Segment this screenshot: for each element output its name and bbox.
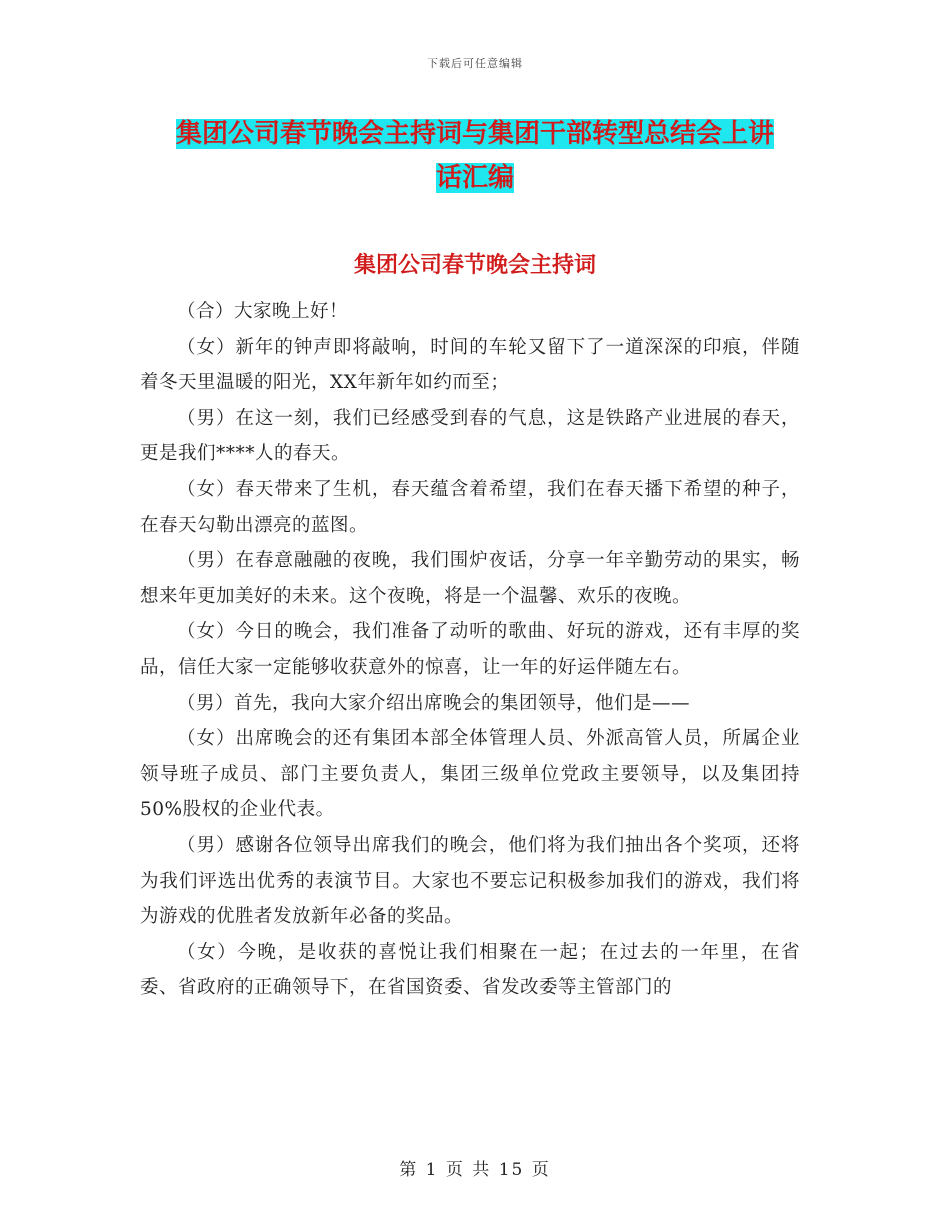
paragraph: （女）春天带来了生机，春天蕴含着希望，我们在春天播下希望的种子，在春天勾勒出漂亮的蓝图。 <box>140 478 800 536</box>
body-text <box>140 294 800 1006</box>
paragraph: （女）新年的钟声即将敲响，时间的车轮又留下了一道深深的印痕，伴随着冬天里温暖的阳光，XX年新年如约而至； <box>140 336 800 394</box>
document-title-line-2: 话汇编 <box>435 163 514 193</box>
paragraph: （女）今日的晚会，我们准备了动听的歌曲、好玩的游戏，还有丰厚的奖品，信任大家一定能够收获意外的惊喜，让一年的好运伴随左右。 <box>140 621 800 678</box>
paragraph: （合）大家晚上好！ <box>177 301 349 322</box>
paragraph: （男）首先，我向大家介绍出席晚会的集团领导，他们是—— <box>177 692 691 714</box>
section-heading: 集团公司春节晚会主持词 <box>353 252 596 278</box>
paragraph: （女）今晚，是收获的喜悦让我们相聚在一起；在过去的一年里，在省委、省政府的正确领导下，在省国资委、省发改委等主管部门的 <box>140 941 800 999</box>
header-note: 下载后可任意编辑 <box>427 57 523 70</box>
page-footer: 第 1 页 共 15 页 <box>399 1160 551 1180</box>
paragraph: （男）在这一刻，我们已经感受到春的气息，这是铁路产业进展的春天，更是我们****人的春天。 <box>140 407 800 465</box>
paragraph: （男）感谢各位领导出席我们的晚会，他们将为我们抽出各个奖项，还将为我们评选出优秀的表演节目。大家也不要忘记积极参加我们的游戏，我们将为游戏的优胜者发放新年必备的奖品。 <box>140 834 800 928</box>
paragraph: （女）出席晚会的还有集团本部全体管理人员、外派高管人员，所属企业领导班子成员、部门主要负责人，集团三级单位党政主要领导，以及集团持50%股权的企业代表。 <box>140 728 800 821</box>
document-title-line-1: 集团公司春节晚会主持词与集团干部转型总结会上讲 <box>175 119 774 149</box>
paragraph: （男）在春意融融的夜晚，我们围炉夜话，分享一年辛勤劳动的果实，畅想来年更加美好的未来。这个夜晚，将是一个温馨、欢乐的夜晚。 <box>140 550 800 607</box>
document-title <box>140 112 810 200</box>
